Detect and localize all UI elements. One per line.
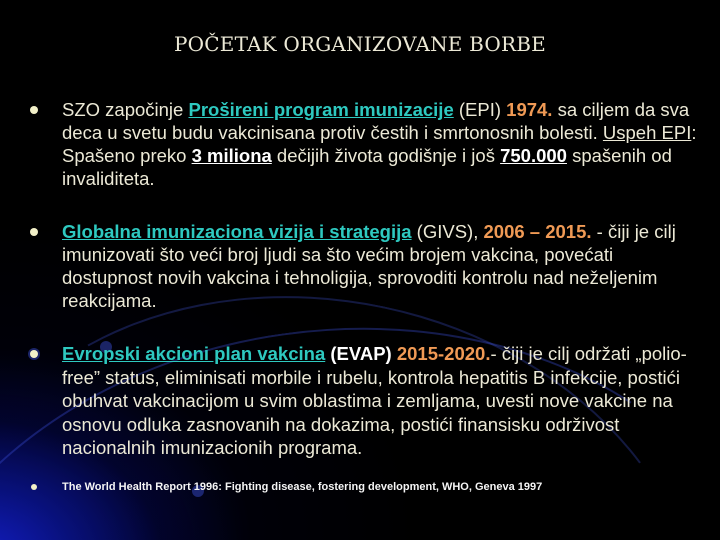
bullet-text: dečijih života godišnje i još xyxy=(271,145,501,166)
bullet-item-epi xyxy=(28,98,700,190)
number-highlight: 3 miliona xyxy=(191,145,272,166)
year-highlight: 2006 – 2015. xyxy=(483,221,592,242)
bullet-text: sa ciljem da sva deca u svetu budu vakcinisana protiv čestih i smrtonosnih bolesti. xyxy=(62,99,690,143)
abbreviation: (EVAP) xyxy=(325,343,397,364)
bullet-item-reference xyxy=(28,480,700,494)
bullet-text: - čiji je cilj imunizovati što veći broj ljudi sa što većim brojem vakcina, povećati dostupnost novih vakcina i tehnoligija, sprovoditi kontrolu nad neželjenim reakcijama. xyxy=(62,221,676,311)
bullet-dot-icon xyxy=(30,106,38,114)
bullet-item-evap xyxy=(28,342,700,460)
givs-link[interactable]: Globalna imunizaciona vizija i strategija xyxy=(62,221,412,242)
epi-link[interactable]: Prošireni program imunizacije xyxy=(188,99,454,120)
success-label: Uspeh EPI xyxy=(602,122,692,143)
bullet-text: spašenih od invaliditeta. xyxy=(62,145,672,189)
number-highlight: 750.000 xyxy=(500,145,567,166)
bullet-text: (EPI) xyxy=(453,99,507,120)
bullet-dot-icon xyxy=(30,350,38,358)
bullet-text: : Spašeno preko xyxy=(62,122,697,166)
bullet-text: SZO započinje xyxy=(62,99,189,120)
bullet-list xyxy=(28,98,700,494)
reference-text: The World Health Report 1996: Fighting disease, fostering development, WHO, Geneva 1997 xyxy=(62,480,543,493)
bullet-text: - čiji je cilj održati „polio-free” status, eliminisati morbile i rubelu, kontrola hepatitis B infekcije, postići obuhvat vakcinacijom u svim oblastima i zemljama, uvesti nove vakcine na osnovu odluka zasnovanih na dokazima, postići finansisku održivost nacionalnih imunizacionih programa. xyxy=(62,343,687,458)
evap-link[interactable]: Evropski akcioni plan vakcina xyxy=(62,343,326,364)
bullet-dot-icon xyxy=(31,484,37,490)
slide-title: POČETAK ORGANIZOVANE BORBE xyxy=(174,32,546,56)
bullet-text: (GIVS), xyxy=(411,221,484,242)
bullet-dot-icon xyxy=(30,228,38,236)
year-highlight: 1974. xyxy=(506,99,553,120)
bullet-item-givs xyxy=(28,220,700,312)
year-highlight: 2015-2020. xyxy=(396,343,491,364)
